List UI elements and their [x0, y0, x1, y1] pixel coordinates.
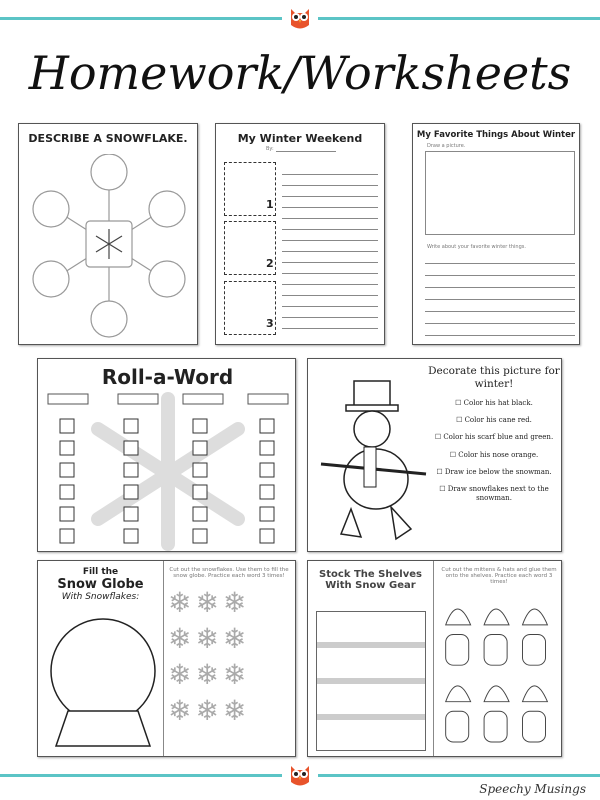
title-line: With Snowflakes:: [61, 592, 140, 602]
worksheet-title: Roll-a-Word: [101, 365, 234, 389]
title-line: With Snow Gear: [325, 580, 416, 591]
by-label: By:: [266, 146, 274, 152]
snow-globe-illustration: [46, 616, 161, 751]
title-line: Snow Globe: [57, 577, 144, 592]
worksheet-stock-shelves[interactable]: [307, 560, 562, 757]
roll-a-word-grid: [38, 389, 296, 552]
task-item: ☐ Draw ice below the snowman.: [436, 467, 552, 476]
bottom-divider-left: [0, 774, 282, 777]
worksheet-title: Decorate this picture for winter!: [428, 365, 560, 391]
hats-mittens-cutouts: [438, 585, 558, 755]
owl-icon: [287, 762, 313, 788]
instructions: Cut out the mittens & hats and glue them onto the shelves. Practice each word 3 times!: [441, 567, 557, 585]
worksheet-title: My Favorite Things About Winter: [416, 130, 576, 140]
worksheet-roll-a-word[interactable]: [37, 358, 296, 552]
worksheet-winter-weekend[interactable]: [215, 123, 385, 345]
worksheet-describe-snowflake[interactable]: [18, 123, 198, 345]
snowflake-web-diagram: [29, 154, 189, 339]
owl-icon: [287, 5, 313, 31]
task-item: ☐ Color his scarf blue and green.: [434, 433, 554, 442]
drawing-box: [425, 151, 575, 235]
worksheet-title: DESCRIBE A SNOWFLAKE.: [28, 132, 188, 145]
worksheet-snow-globe[interactable]: [37, 560, 296, 757]
instructions: Cut out the snowflakes. Use them to fill the snow globe. Practice each word 3 times!: [169, 567, 289, 579]
worksheet-favorite-things[interactable]: [412, 123, 580, 345]
title-line: Stock The Shelves: [319, 569, 422, 580]
brand-credit: Speechy Musings: [479, 782, 586, 796]
bottom-divider-right: [318, 774, 600, 777]
page-title: Homework/Worksheets: [28, 46, 572, 100]
snowman-illustration: [316, 379, 431, 544]
snowflake-cutouts: ❄❄❄ ❄❄❄ ❄❄❄ ❄❄❄: [168, 586, 251, 727]
panel-number: 1: [266, 198, 274, 211]
worksheet-title: My Winter Weekend: [237, 132, 363, 145]
draw-label: Draw a picture.: [427, 143, 466, 149]
task-item: ☐ Color his cane red.: [456, 416, 532, 425]
task-item: ☐ Color his hat black.: [455, 399, 533, 408]
task-item: ☐ Draw snowflakes next to the snowman.: [439, 484, 549, 502]
task-item: ☐ Color his nose orange.: [449, 450, 539, 459]
write-label: Write about your favorite winter things.: [427, 244, 526, 250]
title-line: Fill the: [82, 567, 119, 577]
panel-number: 2: [266, 257, 274, 270]
top-divider-left: [0, 17, 282, 20]
top-divider-right: [318, 17, 600, 20]
worksheet-decorate-snowman[interactable]: [307, 358, 562, 552]
shelves: [316, 611, 426, 751]
panel-number: 3: [266, 317, 274, 330]
